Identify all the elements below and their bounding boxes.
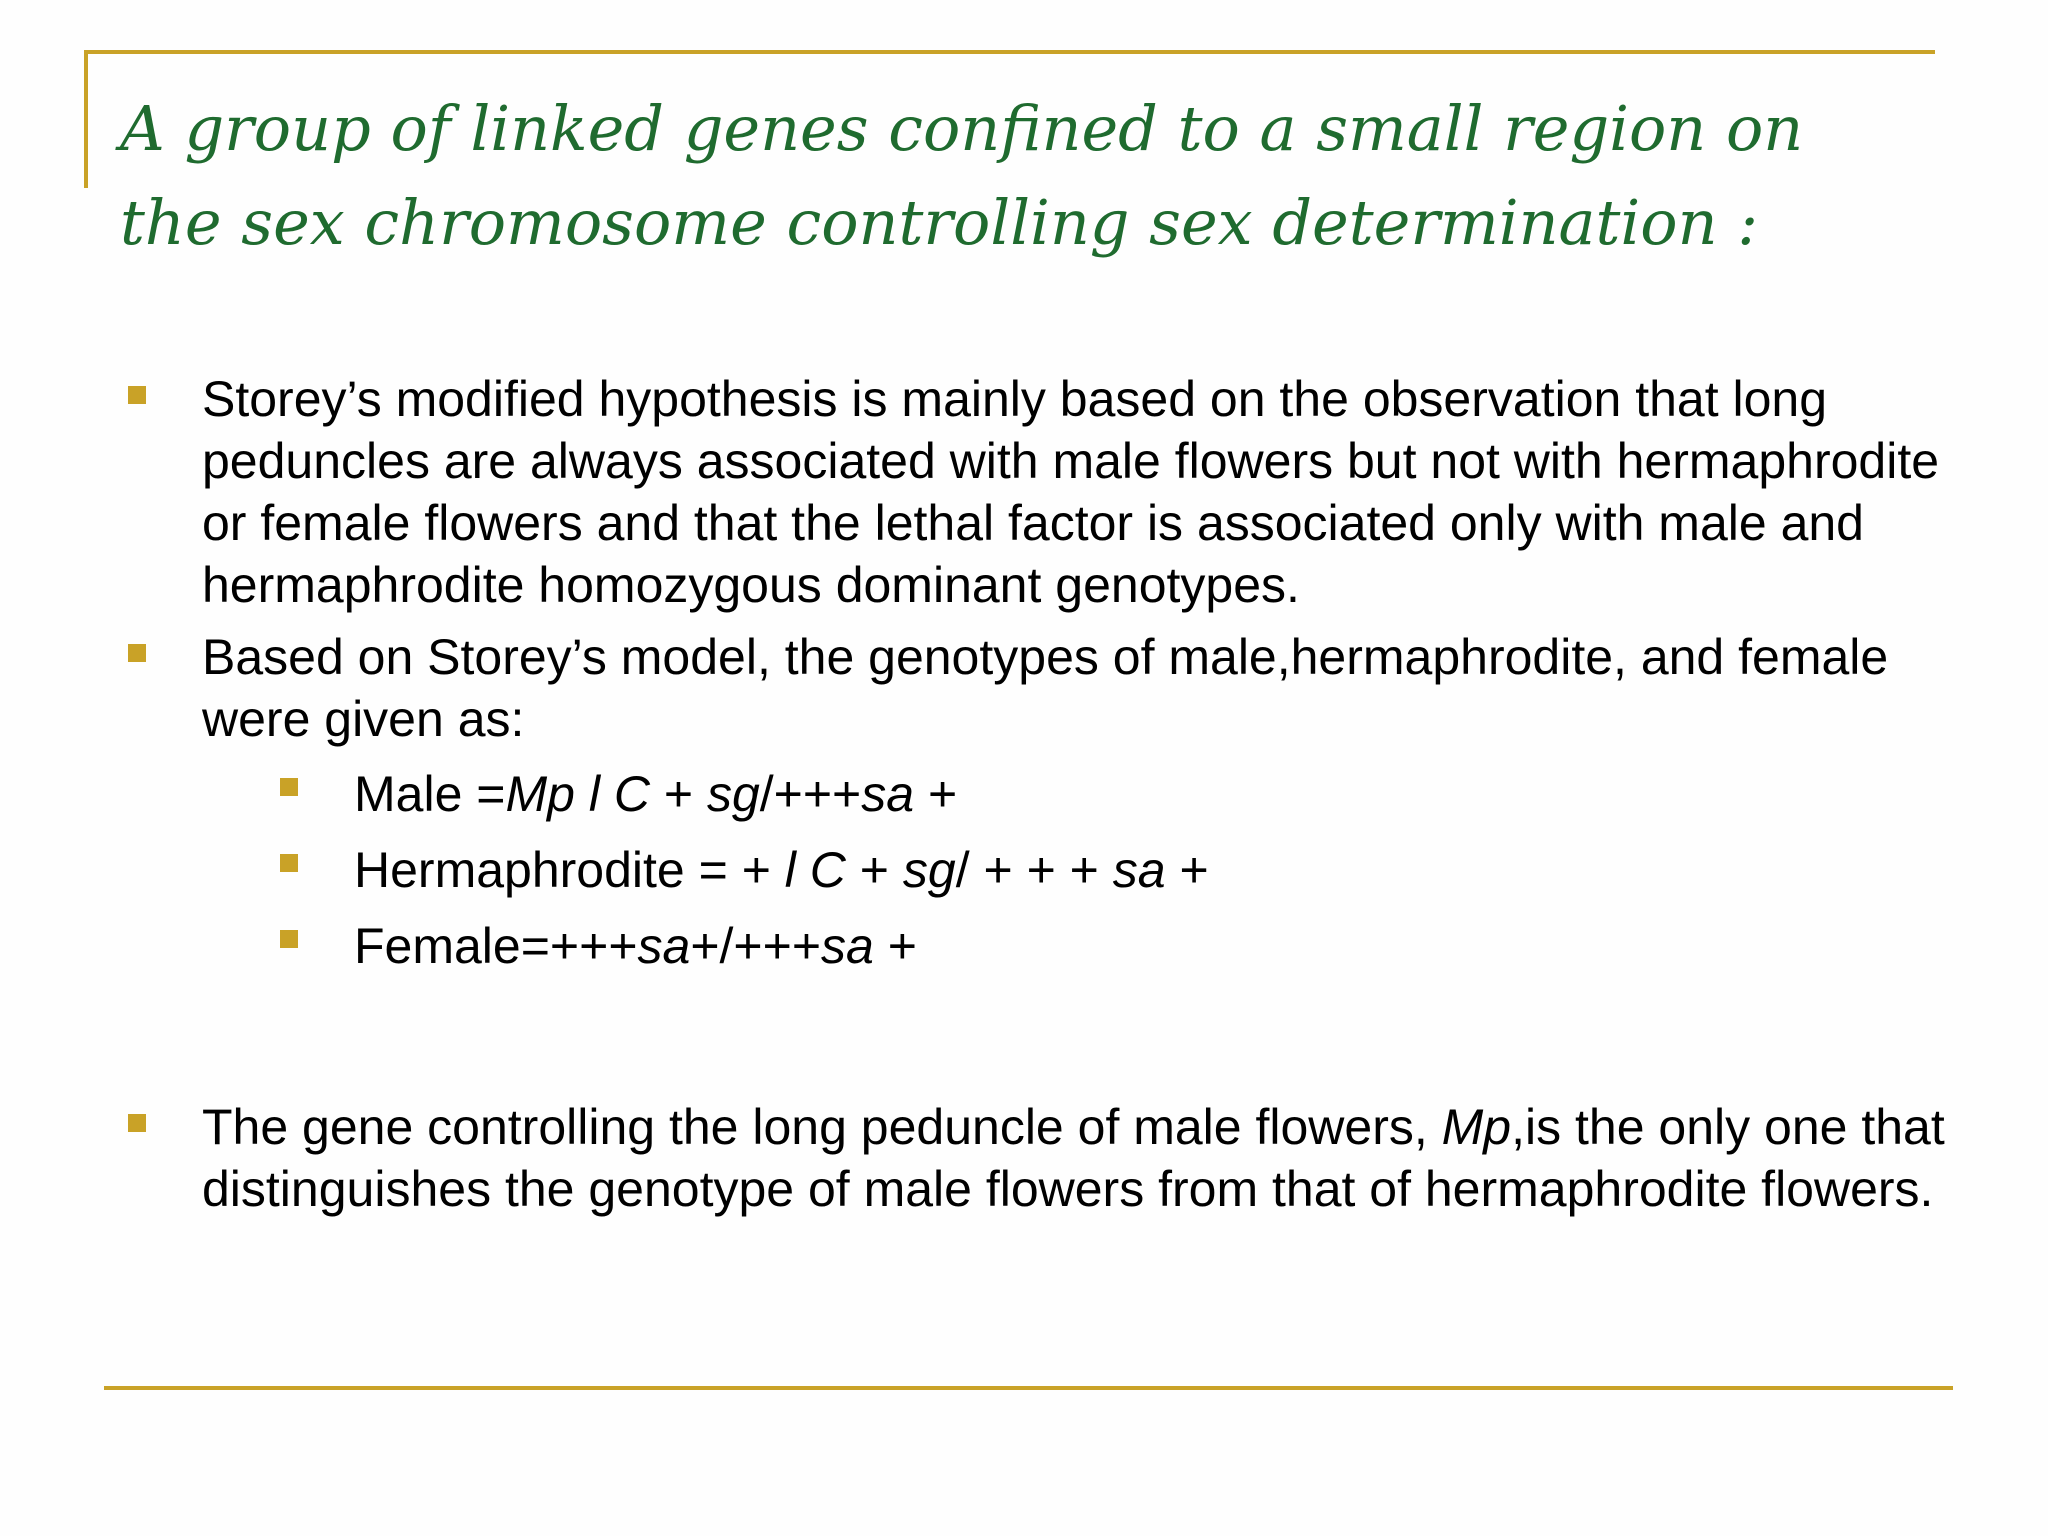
bullet-text: Storey’s modified hypothesis is mainly based on the observation that long peduncles are always associated with male flowers but not with hermaphrodite or female flowers and that the lethal factor is associated only with male and hermaphrodite homozygous dominant genotypes. (202, 371, 1940, 613)
gene-symbol: l C (588, 766, 650, 822)
genotype-label: Female=+++ (354, 918, 638, 974)
spacer (126, 984, 1956, 1096)
square-bullet-icon (128, 644, 146, 662)
bottom-rule (104, 1386, 1953, 1390)
square-bullet-icon (128, 386, 146, 404)
top-rule (86, 50, 1935, 54)
gene-symbol: sa (1112, 842, 1166, 898)
genotype-text: +/+++ (690, 918, 822, 974)
genotype-text: + (845, 842, 903, 898)
bullet-mp-gene (126, 1096, 1956, 1220)
bullet-text: ,is the only one that distinguishes the genotype of male flowers from that of hermaphrodite flowers. (202, 1099, 1945, 1217)
genotype-female (126, 908, 1956, 984)
genotype-text: + (649, 766, 707, 822)
slide-title: A group of linked genes confined to a small region on the sex chromosome controlling sex determination : (120, 92, 1804, 259)
gene-symbol: sa (821, 918, 874, 974)
genotype-text (575, 766, 589, 822)
genotype-hermaphrodite (126, 832, 1956, 908)
gene-symbol: l C (784, 842, 846, 898)
square-bullet-icon (280, 854, 298, 872)
gene-symbol: sa (637, 918, 691, 974)
bullet-text: Based on Storey’s model, the genotypes of male,hermaphrodite, and female were given as: (202, 629, 1889, 747)
gene-symbol: sg (706, 766, 760, 822)
gene-symbol: sa (861, 766, 915, 822)
bullet-storey-hypothesis (126, 368, 1956, 616)
genotype-text: + (914, 766, 958, 822)
slide-body (126, 368, 1956, 1220)
genotype-male (126, 756, 1956, 832)
bullet-storey-model (126, 626, 1956, 750)
left-rule (84, 50, 88, 188)
genotype-text: + (1165, 842, 1209, 898)
genotype-text: /+++ (759, 766, 862, 822)
square-bullet-icon (128, 1114, 146, 1132)
genotype-text: / + + + (955, 842, 1113, 898)
bullet-text: The gene controlling the long peduncle of male flowers, (202, 1099, 1442, 1155)
square-bullet-icon (280, 778, 298, 796)
square-bullet-icon (280, 930, 298, 948)
gene-symbol: sg (902, 842, 956, 898)
genotype-label: Male = (354, 766, 506, 822)
genotype-text: + (873, 918, 917, 974)
genotype-label: Hermaphrodite = + (354, 842, 785, 898)
gene-symbol: Mp (505, 766, 575, 822)
gene-symbol: Mp (1441, 1099, 1512, 1155)
